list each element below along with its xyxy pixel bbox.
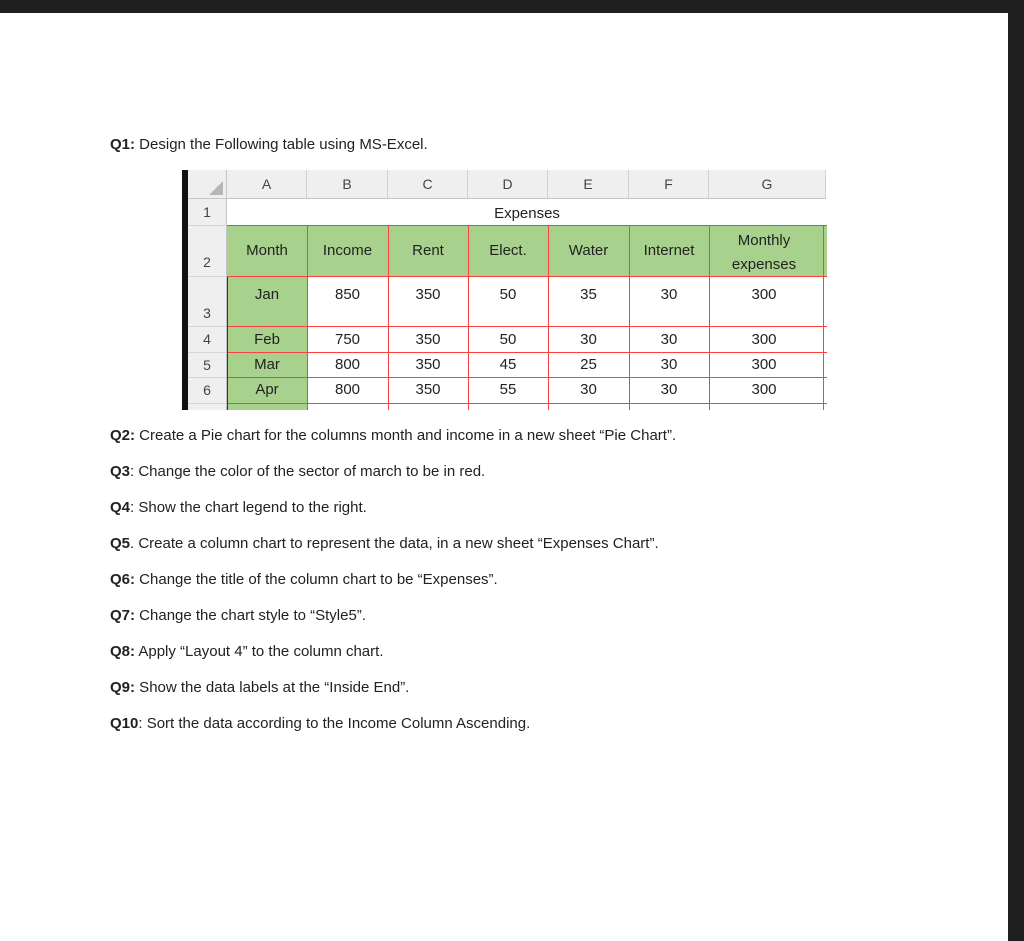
- question-9: Q9: Show the data labels at the “Inside End”.: [110, 679, 410, 696]
- question-2: Q2: Create a Pie chart for the columns month and income in a new sheet “Pie Chart”.: [110, 427, 677, 444]
- cell-c5: 350: [415, 356, 441, 373]
- header-internet: Internet: [643, 242, 695, 259]
- question-1: Q1: Design the Following table using MS-Excel.: [110, 136, 428, 153]
- header-rent: Rent: [412, 242, 444, 259]
- row-header-1: 1: [188, 199, 227, 226]
- cell-f3: 30: [660, 286, 678, 303]
- question-7: Q7: Change the chart style to “Style5”.: [110, 607, 366, 624]
- cell-a6: Apr: [255, 381, 279, 398]
- cell-a4: Feb: [254, 331, 280, 348]
- cell-d5: 45: [499, 356, 517, 373]
- cell-g5: 300: [751, 356, 777, 373]
- row-header-5: 5: [188, 353, 227, 378]
- column-header-a: A: [227, 170, 307, 199]
- grid-line: [823, 226, 824, 410]
- cell-a3: Jan: [254, 286, 280, 303]
- select-all-corner: [188, 170, 227, 199]
- column-header-d: D: [468, 170, 548, 199]
- cell-d3: 50: [499, 286, 517, 303]
- selected-cell-border: [227, 277, 228, 410]
- row-header-6: 6: [188, 378, 227, 404]
- next-row-partial: [227, 404, 307, 410]
- column-header-c: C: [388, 170, 468, 199]
- grid-line: [227, 403, 827, 404]
- cell-f4: 30: [660, 331, 678, 348]
- cell-e4: 30: [580, 331, 597, 348]
- cell-b5: 800: [334, 356, 361, 373]
- cell-e6: 30: [580, 381, 597, 398]
- cell-d6: 55: [499, 381, 517, 398]
- grid-line: [227, 326, 827, 327]
- column-header-g: G: [709, 170, 826, 199]
- grid-line: [227, 352, 827, 353]
- scrollbar[interactable]: [1008, 13, 1024, 941]
- cell-g6: 300: [751, 381, 777, 398]
- cell-b4: 750: [334, 331, 361, 348]
- cell-a5: Mar: [254, 356, 280, 373]
- header-water: Water: [568, 242, 609, 259]
- grid-line: [629, 226, 630, 410]
- grid-line: [227, 225, 827, 226]
- grid-line: [709, 226, 710, 410]
- excel-sheet-screenshot: [182, 170, 827, 410]
- merged-title-cell: Expenses: [494, 205, 560, 222]
- header-monthly-line2: expenses: [731, 256, 797, 273]
- cell-b3: 850: [334, 286, 361, 303]
- column-header-f: F: [629, 170, 709, 199]
- cell-g4: 300: [751, 331, 777, 348]
- cell-f6: 30: [660, 381, 678, 398]
- grid-line: [307, 226, 308, 410]
- cell-f5: 30: [660, 356, 678, 373]
- column-header-e: E: [548, 170, 629, 199]
- question-5: Q5. Create a column chart to represent the data, in a new sheet “Expenses Chart”.: [110, 535, 659, 552]
- cell-e3: 35: [580, 286, 597, 303]
- question-4: Q4: Show the chart legend to the right.: [110, 499, 367, 516]
- cell-c4: 350: [415, 331, 441, 348]
- row-header-2: 2: [188, 226, 227, 277]
- question-8: Q8: Apply “Layout 4” to the column chart.: [110, 643, 384, 660]
- header-elect: Elect.: [489, 242, 527, 259]
- header-income: Income: [322, 242, 373, 259]
- cell-b6: 800: [334, 381, 361, 398]
- column-header-b: B: [307, 170, 388, 199]
- question-3: Q3: Change the color of the sector of march to be in red.: [110, 463, 486, 480]
- row-header-3: 3: [188, 277, 227, 327]
- grid-line: [388, 226, 389, 410]
- header-month: Month: [246, 242, 288, 259]
- question-10: Q10: Sort the data according to the Income Column Ascending.: [110, 715, 531, 732]
- cell-c6: 350: [415, 381, 441, 398]
- row-header-4: 4: [188, 327, 227, 353]
- cell-d4: 50: [499, 331, 517, 348]
- question-6: Q6: Change the title of the column chart to be “Expenses”.: [110, 571, 498, 588]
- header-monthly-line1: Monthly: [737, 232, 791, 249]
- grid-line: [468, 226, 469, 410]
- grid-line: [548, 226, 549, 410]
- grid-line: [227, 377, 827, 378]
- cell-e5: 25: [580, 356, 597, 373]
- grid-line: [227, 276, 827, 277]
- cell-g3: 300: [751, 286, 777, 303]
- row-header-7: [188, 404, 227, 410]
- cell-c3: 350: [415, 286, 441, 303]
